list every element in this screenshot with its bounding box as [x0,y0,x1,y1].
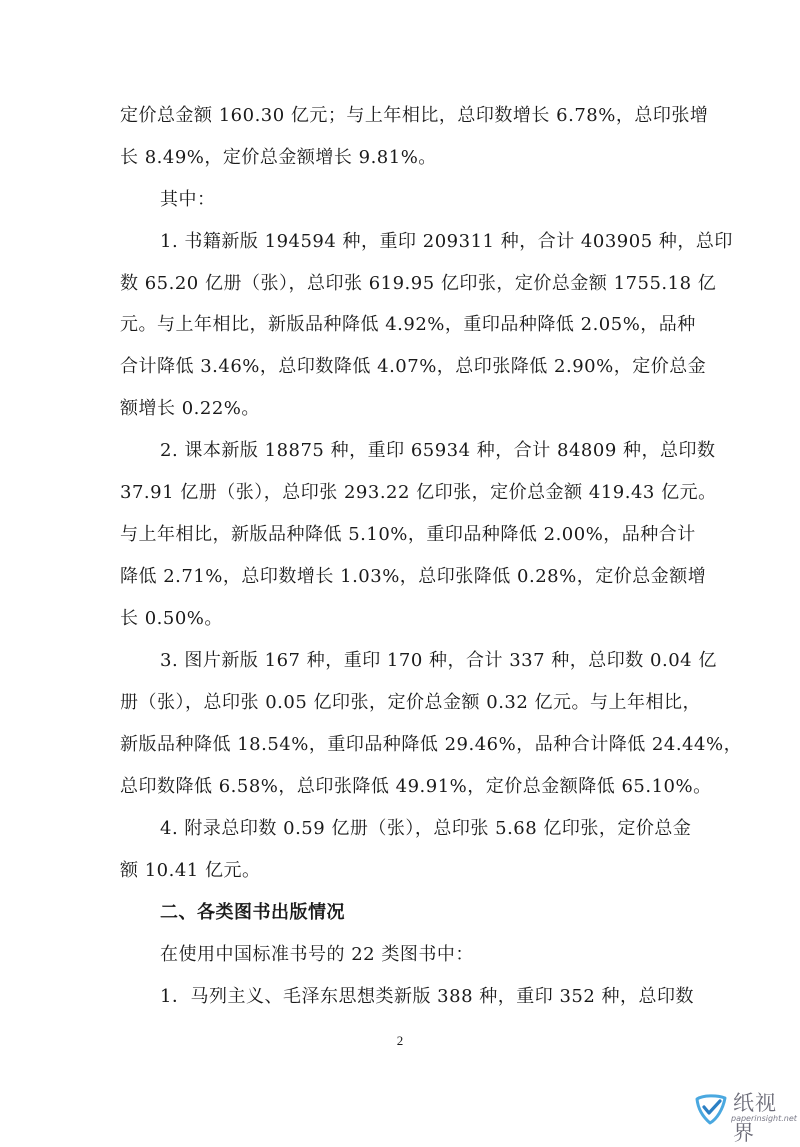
text-line: 3. 图片新版 167 种，重印 170 种，合计 337 种，总印数 0.04 亿 [160,650,717,671]
text-line: 定价总金额 160.30 亿元；与上年相比，总印数增长 6.78%，总印张增 [120,105,709,126]
text-line: 册（张），总印张 0.05 亿印张，定价总金额 0.32 亿元。与上年相比， [120,692,702,713]
text-line: 额增长 0.22%。 [120,398,260,419]
text-line: 降低 2.71%，总印数增长 1.03%，总印张降低 0.28%，定价总金额增 [120,566,707,587]
text-line: 2. 课本新版 18875 种，重印 65934 种，合计 84809 种，总印数 [160,440,716,461]
text-line: 其中： [160,189,216,210]
text-line: 数 65.20 亿册（张），总印张 619.95 亿印张，定价总金额 1755.18 亿 [120,273,717,294]
text-line: 1. 书籍新版 194594 种，重印 209311 种，合计 403905 种，总印 [160,231,733,252]
text-line: 长 8.49%，定价总金额增长 9.81%。 [120,147,437,168]
text-line: 总印数降低 6.58%，总印张降低 49.91%，定价总金额降低 65.10%。 [120,776,712,797]
text-line: 4. 附录总印数 0.59 亿册（张），总印张 5.68 亿印张，定价总金 [160,818,692,839]
paper-check-icon [693,1089,729,1125]
text-line: 元。与上年相比，新版品种降低 4.92%，重印品种降低 2.05%，品种 [120,314,696,335]
text-line: 37.91 亿册（张），总印张 293.22 亿印张，定价总金额 419.43 亿元。 [120,482,717,503]
page-number: 2 [396,1033,404,1048]
text-line: 新版品种降低 18.54%，重印品种降低 29.46%，品种合计降低 24.44%， [120,734,743,755]
text-line: 1．马列主义、毛泽东思想类新版 388 种，重印 352 种，总印数 [160,986,695,1007]
text-line: 与上年相比，新版品种降低 5.10%，重印品种降低 2.00%，品种合计 [120,524,696,545]
watermark-logo [693,1087,798,1145]
watermark-name: 纸视界 [733,1091,777,1145]
section-heading: 二、各类图书出版情况 [160,902,345,923]
text-line: 额 10.41 亿元。 [120,860,261,881]
watermark-url: paperinsight.net [731,1114,797,1123]
text-line: 在使用中国标准书号的 22 类图书中： [160,944,474,965]
text-line: 长 0.50%。 [120,608,223,629]
text-line: 合计降低 3.46%，总印数降低 4.07%，总印张降低 2.90%，定价总金 [120,356,707,377]
